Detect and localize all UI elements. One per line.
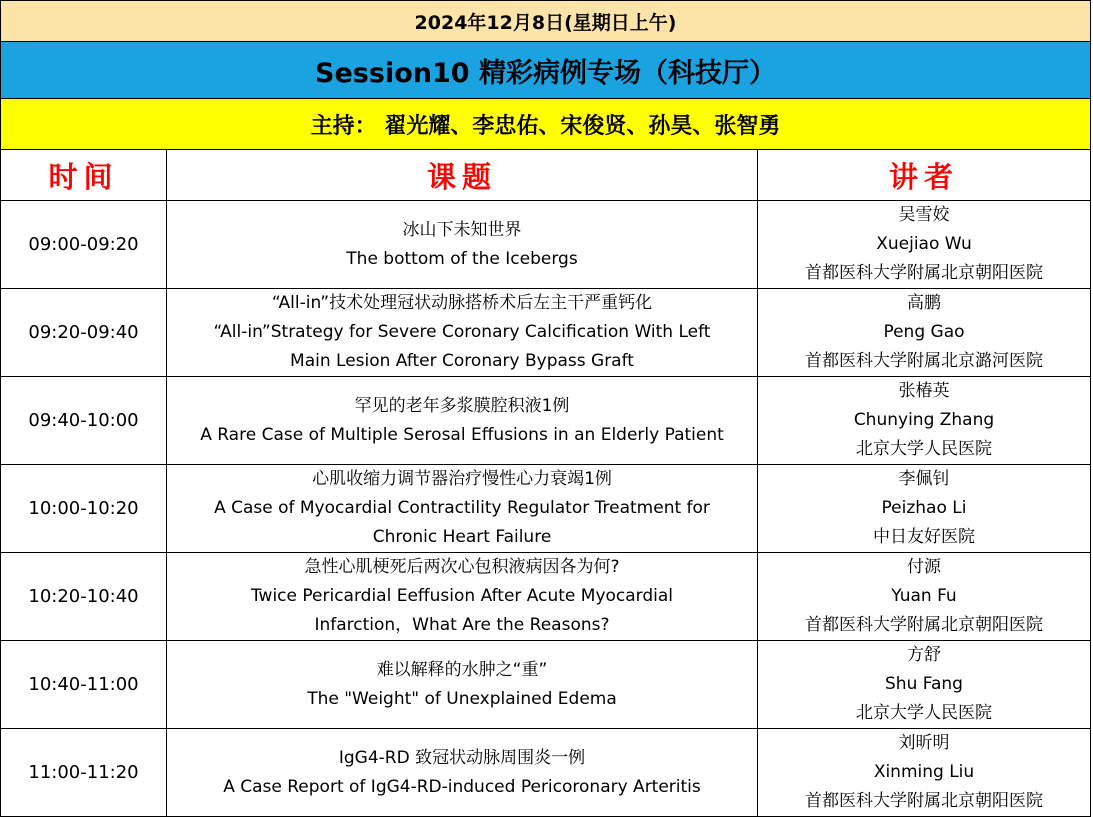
speaker-name-cn: 高鹏 [907, 293, 941, 313]
hosts-line: 主持： 翟光耀、李忠佑、宋俊贤、孙昊、张智勇 [1, 99, 1091, 150]
time-cell: 09:40-10:00 [1, 377, 167, 465]
table-row [1, 465, 1091, 553]
speaker-name-cn: 张椿英 [898, 381, 950, 401]
speaker-name-cn: 方舒 [907, 645, 941, 665]
topic-line: 心肌收缩力调节器治疗慢性心力衰竭1例 [312, 469, 612, 489]
topic-line: Twice Pericardial Eeffusion After Acute Myocardial [250, 586, 674, 606]
date-row [1, 1, 1091, 42]
topic-line: “All-in”Strategy for Severe Coronary Calcification With Left [213, 322, 711, 342]
speaker-affiliation: 首都医科大学附属北京潞河医院 [805, 351, 1043, 371]
speaker-cell [758, 289, 1091, 377]
session-row [1, 42, 1091, 99]
table-row [1, 729, 1091, 817]
time-cell: 09:00-09:20 [1, 201, 167, 289]
topic-line: A Case of Myocardial Contractility Regulator Treatment for [214, 498, 710, 518]
speaker-cell [758, 641, 1091, 729]
speaker-name-en: Peng Gao [883, 322, 965, 342]
speaker-name-cn: 刘昕明 [898, 733, 950, 753]
topic-cell [167, 289, 758, 377]
schedule-body [1, 1, 1091, 817]
topic-line: A Rare Case of Multiple Serosal Effusions in an Elderly Patient [200, 424, 724, 445]
session-title: Session10 精彩病例专场（科技厅） [1, 42, 1091, 99]
table-row [1, 641, 1091, 729]
time-cell: 11:00-11:20 [1, 729, 167, 817]
speaker-affiliation: 首都医科大学附属北京朝阳医院 [805, 615, 1043, 635]
header-time: 时间 [1, 150, 167, 201]
topic-cell [167, 377, 758, 465]
topic-line: Chronic Heart Failure [372, 527, 552, 547]
topic-line: A Case Report of IgG4-RD-induced Pericoronary Arteritis [223, 776, 701, 797]
speaker-name-cn: 付源 [907, 557, 941, 577]
speaker-affiliation: 首都医科大学附属北京朝阳医院 [805, 263, 1043, 283]
topic-cell [167, 553, 758, 641]
topic-line: 难以解释的水肿之“重” [376, 659, 548, 680]
speaker-name-cn: 李佩钊 [898, 469, 950, 489]
topic-cell [167, 201, 758, 289]
speaker-name-en: Xuejiao Wu [876, 234, 972, 254]
time-cell: 10:20-10:40 [1, 553, 167, 641]
topic-line: 冰山下未知世界 [402, 219, 522, 240]
topic-line: Infarction，What Are the Reasons? [314, 615, 610, 635]
date-banner: 2024年12月8日(星期日上午) [1, 1, 1091, 42]
header-speaker: 讲者 [758, 150, 1091, 201]
topic-cell [167, 729, 758, 817]
speaker-cell [758, 465, 1091, 553]
table-row [1, 553, 1091, 641]
topic-line: 罕见的老年多浆膜腔积液1例 [354, 395, 570, 416]
speaker-cell [758, 729, 1091, 817]
topic-line: The bottom of the Icebergs [346, 248, 578, 269]
topic-line: The "Weight" of Unexplained Edema [307, 688, 617, 709]
time-cell: 10:00-10:20 [1, 465, 167, 553]
table-row [1, 289, 1091, 377]
speaker-affiliation: 中日友好医院 [873, 527, 975, 547]
speaker-affiliation: 首都医科大学附属北京朝阳医院 [805, 791, 1043, 811]
topic-line: Main Lesion After Coronary Bypass Graft [290, 351, 634, 371]
time-cell: 10:40-11:00 [1, 641, 167, 729]
host-row [1, 99, 1091, 150]
column-header-row [1, 150, 1091, 201]
table-row [1, 201, 1091, 289]
topic-cell [167, 641, 758, 729]
header-topic: 课题 [167, 150, 758, 201]
speaker-cell [758, 201, 1091, 289]
speaker-name-cn: 吴雪姣 [898, 205, 950, 225]
topic-line: IgG4-RD 致冠状动脉周围炎一例 [338, 747, 586, 768]
speaker-name-en: Chunying Zhang [853, 410, 995, 430]
topic-line: “All-in”技术处理冠状动脉搭桥术后左主干严重钙化 [271, 293, 653, 313]
table-row [1, 377, 1091, 465]
speaker-cell [758, 553, 1091, 641]
topic-line: 急性心肌梗死后两次心包积液病因各为何? [304, 557, 620, 577]
speaker-affiliation: 北京大学人民医院 [856, 703, 992, 723]
speaker-name-en: Xinming Liu [873, 762, 975, 782]
topic-cell [167, 465, 758, 553]
speaker-name-en: Yuan Fu [891, 586, 957, 606]
speaker-affiliation: 北京大学人民医院 [856, 439, 992, 459]
speaker-name-en: Shu Fang [885, 674, 963, 694]
speaker-name-en: Peizhao Li [881, 498, 967, 518]
speaker-cell [758, 377, 1091, 465]
time-cell: 09:20-09:40 [1, 289, 167, 377]
